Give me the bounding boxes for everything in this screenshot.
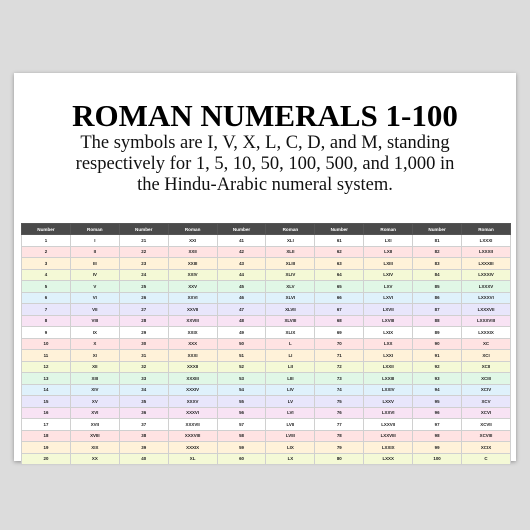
roman-cell: L [266,338,315,350]
number-cell: 7 [22,304,71,316]
roman-cell: XXII [168,246,217,258]
column-header: Number [22,224,71,235]
roman-cell: XXI [168,235,217,247]
roman-cell: XXXIX [168,442,217,454]
roman-cell: LI [266,350,315,362]
roman-cell: XLVII [266,304,315,316]
roman-cell: XVI [70,407,119,419]
number-cell: 63 [315,258,364,270]
number-cell: 71 [315,350,364,362]
number-cell: 76 [315,407,364,419]
roman-cell: XCI [462,350,511,362]
roman-cell: XXXII [168,361,217,373]
number-cell: 40 [119,453,168,465]
number-cell: 44 [217,269,266,281]
page-title: ROMAN NUMERALS 1-100 [72,98,458,133]
number-cell: 60 [217,453,266,465]
number-cell: 35 [119,396,168,408]
roman-cell: LXIII [364,258,413,270]
roman-cell: LVI [266,407,315,419]
number-cell: 46 [217,292,266,304]
number-cell: 49 [217,327,266,339]
number-cell: 61 [315,235,364,247]
number-cell: 72 [315,361,364,373]
subtitle-line: the Hindu-Arabic numeral system. [137,175,393,195]
roman-cell: XXXIV [168,384,217,396]
roman-cell: XLI [266,235,315,247]
roman-cell: XXXVIII [168,430,217,442]
table-row [22,246,511,258]
roman-cell: VIII [70,315,119,327]
roman-cell: LXXXII [462,246,511,258]
roman-cell: XXVI [168,292,217,304]
roman-cell: LXXXVI [462,292,511,304]
column-header: Roman [364,224,413,235]
roman-cell: LVIII [266,430,315,442]
number-cell: 34 [119,384,168,396]
roman-cell: LXI [364,235,413,247]
number-cell: 11 [22,350,71,362]
number-cell: 54 [217,384,266,396]
number-cell: 12 [22,361,71,373]
roman-cell: LXXXIII [462,258,511,270]
roman-cell: XLIX [266,327,315,339]
number-cell: 68 [315,315,364,327]
number-cell: 74 [315,384,364,396]
roman-cell: XCVI [462,407,511,419]
table-row [22,235,511,247]
roman-cell: IV [70,269,119,281]
roman-cell: XCV [462,396,511,408]
roman-cell: XCII [462,361,511,373]
roman-cell: LXXXIX [462,327,511,339]
roman-cell: LXXXIV [462,269,511,281]
roman-cell: LXXXI [462,235,511,247]
table-row [22,407,511,419]
number-cell: 67 [315,304,364,316]
roman-cell: XCVIII [462,430,511,442]
roman-cell: LXXXVII [462,304,511,316]
number-cell: 92 [413,361,462,373]
roman-cell: XVIII [70,430,119,442]
roman-cell: XIX [70,442,119,454]
number-cell: 33 [119,373,168,385]
roman-cell: XXVII [168,304,217,316]
number-cell: 66 [315,292,364,304]
roman-numerals-table [21,223,511,465]
roman-cell: LIX [266,442,315,454]
roman-cell: II [70,246,119,258]
roman-cell: XLVIII [266,315,315,327]
roman-cell: LXX [364,338,413,350]
roman-cell: XCIX [462,442,511,454]
roman-cell: V [70,281,119,293]
number-cell: 1 [22,235,71,247]
table-row [22,269,511,281]
roman-cell: XIII [70,373,119,385]
number-cell: 55 [217,396,266,408]
table-row [22,453,511,465]
number-cell: 100 [413,453,462,465]
number-cell: 6 [22,292,71,304]
roman-cell: LIV [266,384,315,396]
number-cell: 65 [315,281,364,293]
number-cell: 3 [22,258,71,270]
number-cell: 62 [315,246,364,258]
number-cell: 8 [22,315,71,327]
roman-cell: XXIV [168,269,217,281]
roman-cell: XCIII [462,373,511,385]
column-header: Number [217,224,266,235]
number-cell: 59 [217,442,266,454]
number-cell: 2 [22,246,71,258]
subtitle-line: The symbols are I, V, X, L, C, D, and M, standing [80,133,450,153]
roman-cell: XXXV [168,396,217,408]
roman-cell: LXXIX [364,442,413,454]
roman-cell: VI [70,292,119,304]
number-cell: 32 [119,361,168,373]
table-row [22,419,511,431]
number-cell: 64 [315,269,364,281]
number-cell: 42 [217,246,266,258]
number-cell: 22 [119,246,168,258]
roman-cell: LXXVI [364,407,413,419]
number-cell: 58 [217,430,266,442]
roman-cell: X [70,338,119,350]
roman-cell: LXXII [364,361,413,373]
number-cell: 21 [119,235,168,247]
roman-cell: LXII [364,246,413,258]
number-cell: 47 [217,304,266,316]
number-cell: 18 [22,430,71,442]
table-row [22,281,511,293]
roman-cell: VII [70,304,119,316]
number-cell: 89 [413,327,462,339]
number-cell: 4 [22,269,71,281]
roman-cell: XV [70,396,119,408]
roman-cell: XXVIII [168,315,217,327]
table-row [22,396,511,408]
number-cell: 78 [315,430,364,442]
roman-cell: IX [70,327,119,339]
table-row [22,373,511,385]
number-cell: 96 [413,407,462,419]
number-cell: 13 [22,373,71,385]
number-cell: 95 [413,396,462,408]
number-cell: 5 [22,281,71,293]
roman-cell: LXIV [364,269,413,281]
roman-cell: LXXVIII [364,430,413,442]
number-cell: 30 [119,338,168,350]
roman-cell: I [70,235,119,247]
roman-cell: LXXIV [364,384,413,396]
number-cell: 45 [217,281,266,293]
number-cell: 36 [119,407,168,419]
number-cell: 28 [119,315,168,327]
roman-cell: LV [266,396,315,408]
number-cell: 52 [217,361,266,373]
number-cell: 82 [413,246,462,258]
roman-cell: LX [266,453,315,465]
page-subtitle [20,133,510,196]
number-cell: 43 [217,258,266,270]
number-cell: 85 [413,281,462,293]
table-row [22,258,511,270]
number-cell: 73 [315,373,364,385]
table-row [22,361,511,373]
number-cell: 81 [413,235,462,247]
number-cell: 10 [22,338,71,350]
roman-cell: XXV [168,281,217,293]
table-row [22,292,511,304]
roman-cell: C [462,453,511,465]
table-row [22,304,511,316]
roman-cell: LXVII [364,304,413,316]
roman-cell: XXXIII [168,373,217,385]
number-cell: 38 [119,430,168,442]
roman-cell: XLV [266,281,315,293]
number-cell: 93 [413,373,462,385]
table-body [22,235,511,465]
roman-cell: LXVI [364,292,413,304]
table-header-row [22,224,511,235]
number-cell: 19 [22,442,71,454]
number-cell: 16 [22,407,71,419]
roman-cell: XLVI [266,292,315,304]
roman-cell: XIV [70,384,119,396]
number-cell: 97 [413,419,462,431]
table-row [22,384,511,396]
number-cell: 94 [413,384,462,396]
number-cell: 69 [315,327,364,339]
roman-cell: XXXVI [168,407,217,419]
roman-cell: XX [70,453,119,465]
roman-cell: XXXVII [168,419,217,431]
roman-cell: LII [266,361,315,373]
roman-cell: LXXXVIII [462,315,511,327]
number-cell: 23 [119,258,168,270]
roman-cell: XL [168,453,217,465]
table-row [22,350,511,362]
roman-cell: XII [70,361,119,373]
roman-cell: LVII [266,419,315,431]
roman-cell: XCVII [462,419,511,431]
column-header: Roman [266,224,315,235]
number-cell: 91 [413,350,462,362]
number-cell: 9 [22,327,71,339]
number-cell: 14 [22,384,71,396]
table-row [22,327,511,339]
roman-cell: LXV [364,281,413,293]
column-header: Number [315,224,364,235]
number-cell: 90 [413,338,462,350]
column-header: Roman [462,224,511,235]
roman-cell: XXIX [168,327,217,339]
number-cell: 50 [217,338,266,350]
roman-cell: LXXXV [462,281,511,293]
roman-cell: XXIII [168,258,217,270]
roman-cell: XLIII [266,258,315,270]
roman-cell: XXX [168,338,217,350]
roman-cell: XC [462,338,511,350]
number-cell: 53 [217,373,266,385]
number-cell: 29 [119,327,168,339]
roman-cell: XI [70,350,119,362]
roman-cell: XXXI [168,350,217,362]
roman-cell: LXXI [364,350,413,362]
number-cell: 57 [217,419,266,431]
number-cell: 84 [413,269,462,281]
roman-cell: LXXX [364,453,413,465]
roman-cell: III [70,258,119,270]
number-cell: 87 [413,304,462,316]
roman-cell: LXIX [364,327,413,339]
number-cell: 20 [22,453,71,465]
roman-cell: LXXVII [364,419,413,431]
column-header: Roman [168,224,217,235]
number-cell: 98 [413,430,462,442]
roman-cell: XLIV [266,269,315,281]
table-row [22,315,511,327]
table-row [22,442,511,454]
number-cell: 15 [22,396,71,408]
number-cell: 86 [413,292,462,304]
subtitle-line: respectively for 1, 5, 10, 50, 100, 500, and 1,000 in [75,154,455,174]
column-header: Roman [70,224,119,235]
number-cell: 41 [217,235,266,247]
number-cell: 51 [217,350,266,362]
column-header: Number [119,224,168,235]
roman-cell: LIII [266,373,315,385]
number-cell: 99 [413,442,462,454]
number-cell: 37 [119,419,168,431]
number-cell: 31 [119,350,168,362]
roman-cell: LXXIII [364,373,413,385]
number-cell: 24 [119,269,168,281]
number-cell: 56 [217,407,266,419]
roman-cell: LXVIII [364,315,413,327]
number-cell: 77 [315,419,364,431]
number-cell: 83 [413,258,462,270]
roman-cell: XLII [266,246,315,258]
number-cell: 26 [119,292,168,304]
column-header: Number [413,224,462,235]
number-cell: 25 [119,281,168,293]
number-cell: 80 [315,453,364,465]
number-cell: 27 [119,304,168,316]
roman-cell: XCIV [462,384,511,396]
number-cell: 17 [22,419,71,431]
number-cell: 39 [119,442,168,454]
number-cell: 48 [217,315,266,327]
number-cell: 70 [315,338,364,350]
number-cell: 75 [315,396,364,408]
roman-cell: LXXV [364,396,413,408]
number-cell: 79 [315,442,364,454]
number-cell: 88 [413,315,462,327]
table-row [22,430,511,442]
table-row [22,338,511,350]
roman-cell: XVII [70,419,119,431]
